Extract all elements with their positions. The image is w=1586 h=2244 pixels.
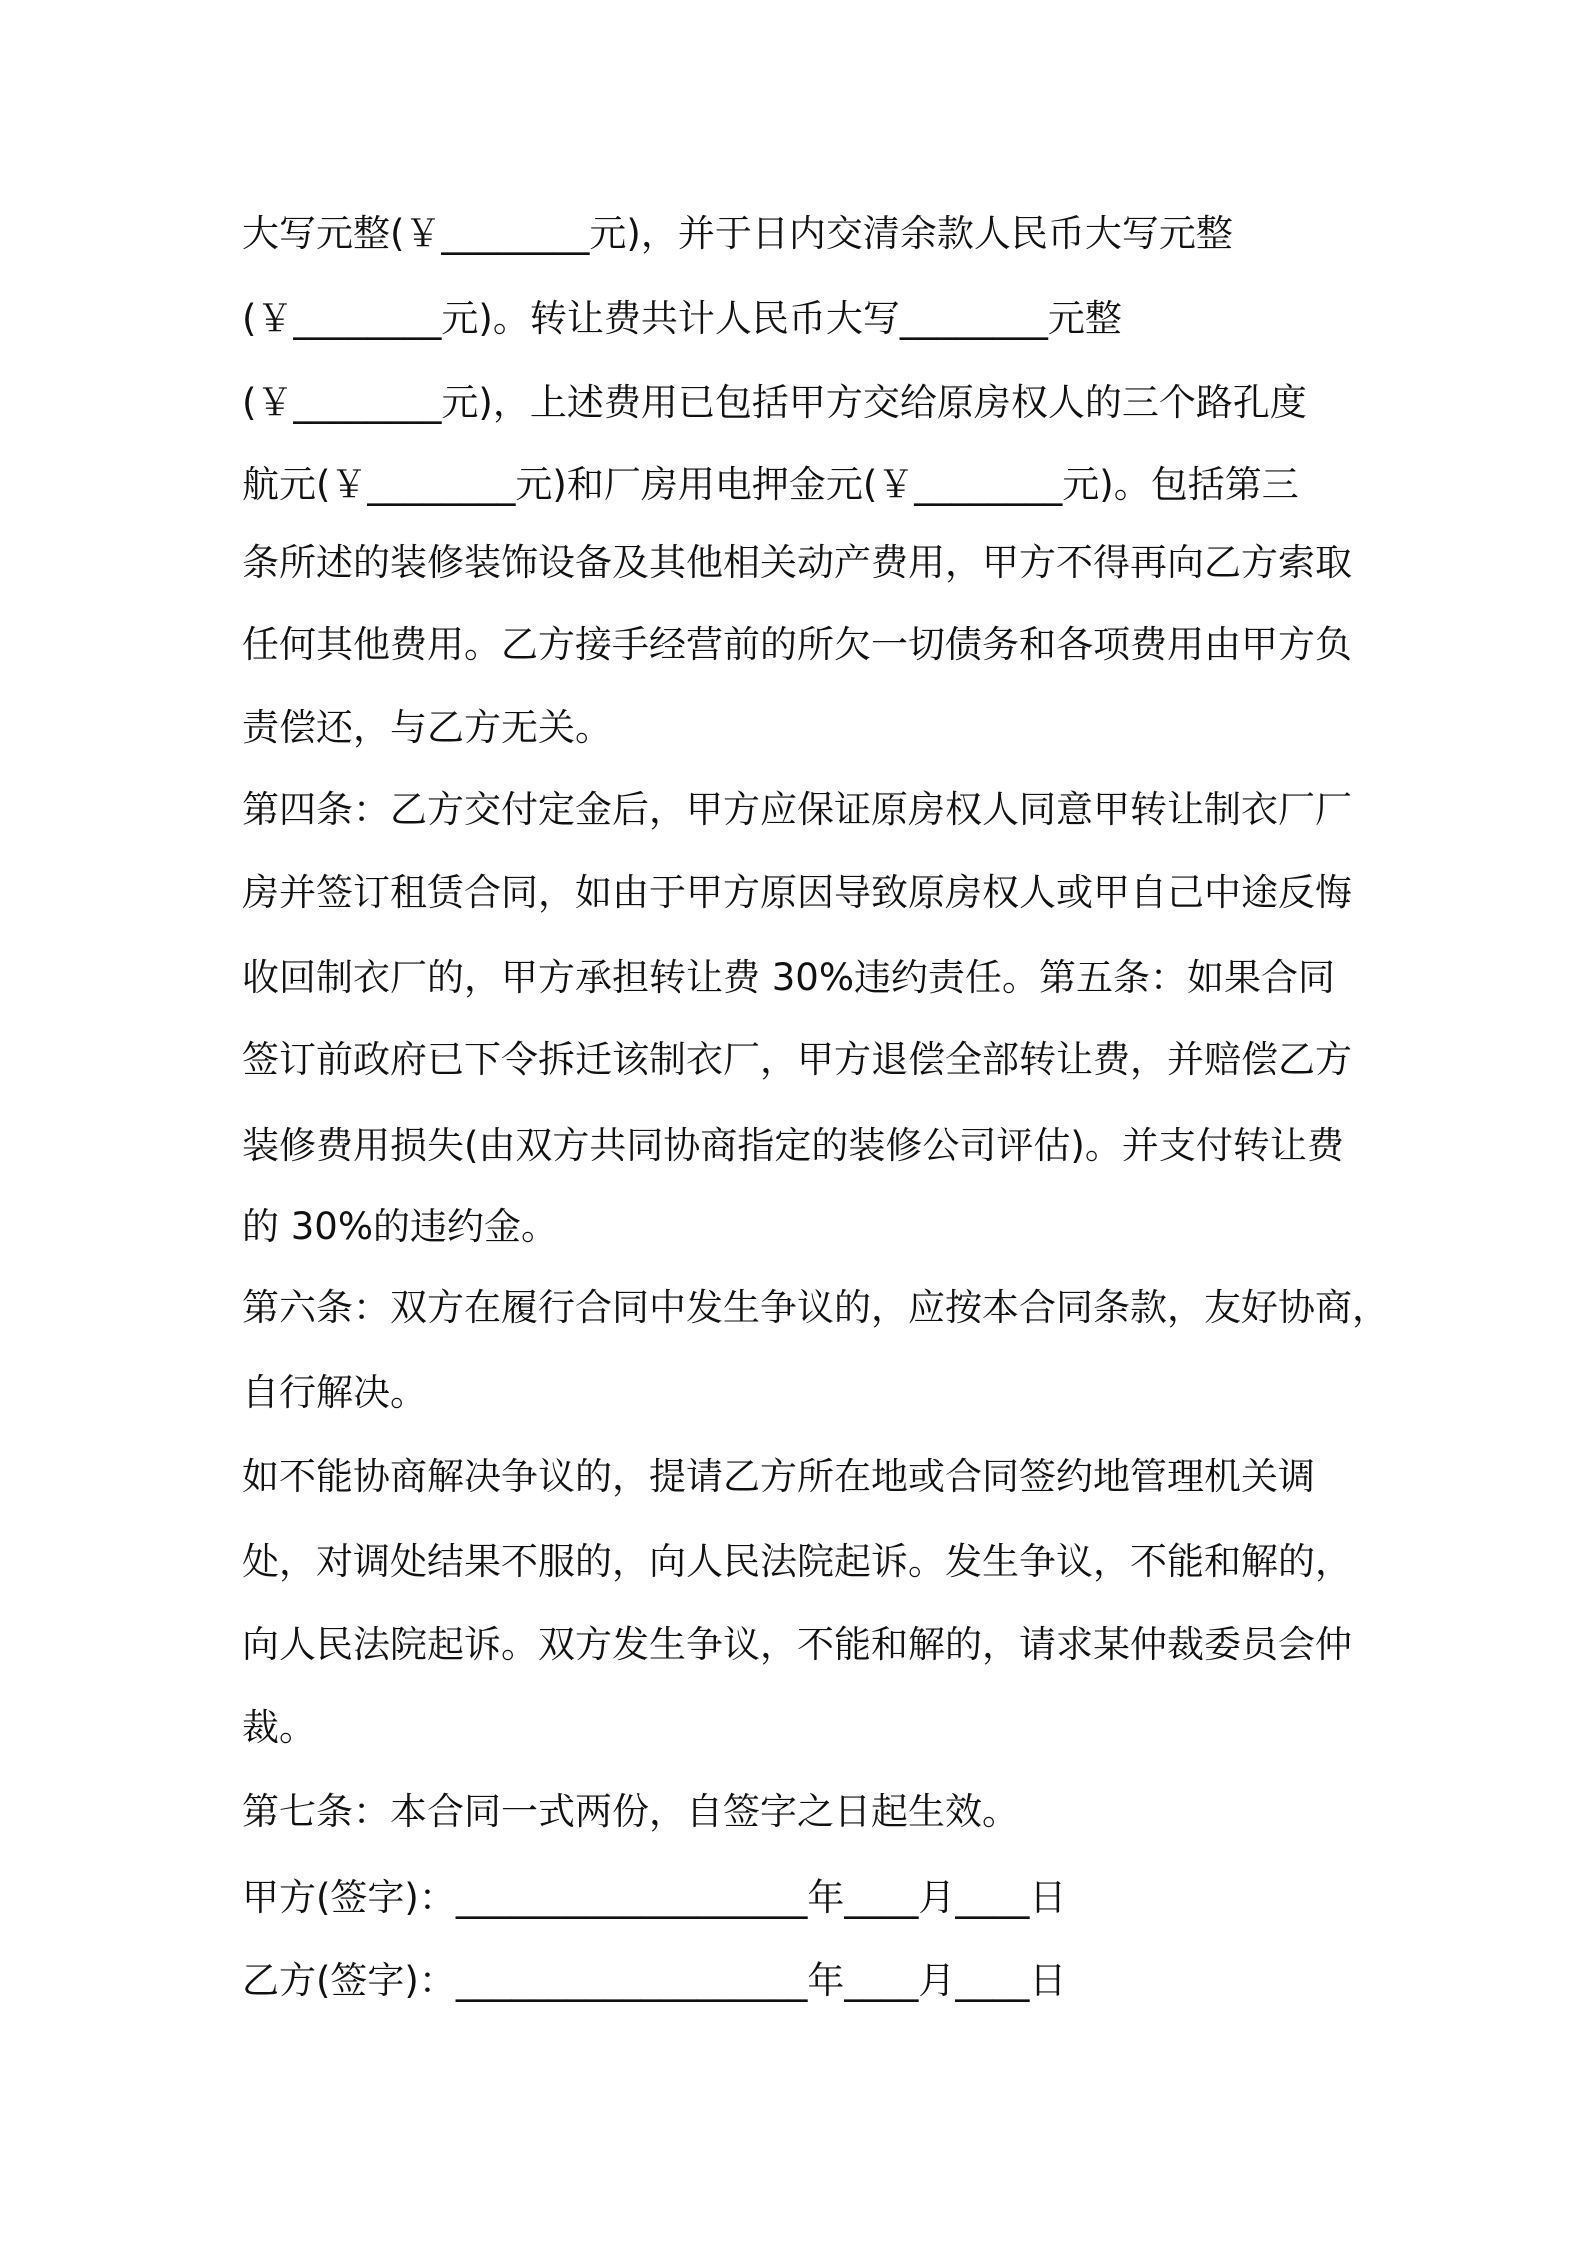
paragraph-line: 处，对调处结果不服的，向人民法院起诉。发生争议，不能和解的，	[242, 1540, 1352, 1583]
paragraph-line: 航元(￥________元)和厂房用电押金元(￥________元)。包括第三	[242, 463, 1299, 506]
paragraph-line: (￥________元)。转让费共计人民币大写________元整	[242, 297, 1122, 340]
article-6-line: 第六条：双方在履行合同中发生争议的，应按本合同条款，友好协商，	[242, 1286, 1389, 1329]
article-4-line: 第四条：乙方交付定金后，甲方应保证原房权人同意甲转让制衣厂厂	[242, 788, 1352, 831]
paragraph-line: 装修费用损失(由双方共同协商指定的装修公司评估)。并支付转让费	[242, 1124, 1344, 1167]
paragraph-line: 向人民法院起诉。双方发生争议，不能和解的，请求某仲裁委员会仲	[242, 1623, 1352, 1666]
paragraph-line: 条所述的装修装饰设备及其他相关动产费用，甲方不得再向乙方索取	[242, 541, 1352, 584]
paragraph-line: (￥________元)，上述费用已包括甲方交给原房权人的三个路孔度	[242, 381, 1307, 424]
paragraph-line: 收回制衣厂的，甲方承担转让费 30%违约责任。第五条：如果合同	[242, 956, 1335, 999]
paragraph-line: 大写元整(￥________元)，并于日内交清余款人民币大写元整	[242, 212, 1233, 255]
paragraph-line: 任何其他费用。乙方接手经营前的所欠一切债务和各项费用由甲方负	[242, 623, 1352, 666]
article-7-line: 第七条：本合同一式两份，自签字之日起生效。	[242, 1790, 1019, 1833]
party-b-signature-line: 乙方(签字)：___________________年____月____日	[242, 1959, 1067, 2002]
paragraph-line: 的 30%的违约金。	[242, 1205, 558, 1248]
paragraph-line: 裁。	[242, 1706, 316, 1749]
paragraph-line: 责偿还，与乙方无关。	[242, 706, 612, 749]
paragraph-line: 如不能协商解决争议的，提请乙方所在地或合同签约地管理机关调	[242, 1455, 1315, 1498]
paragraph-line: 房并签订租赁合同，如由于甲方原因导致原房权人或甲自己中途反悔	[242, 871, 1352, 914]
paragraph-line: 自行解决。	[242, 1371, 427, 1414]
party-a-signature-line: 甲方(签字)：___________________年____月____日	[242, 1876, 1067, 1919]
paragraph-line: 签订前政府已下令拆迁该制衣厂，甲方退偿全部转让费，并赔偿乙方	[242, 1038, 1352, 1081]
